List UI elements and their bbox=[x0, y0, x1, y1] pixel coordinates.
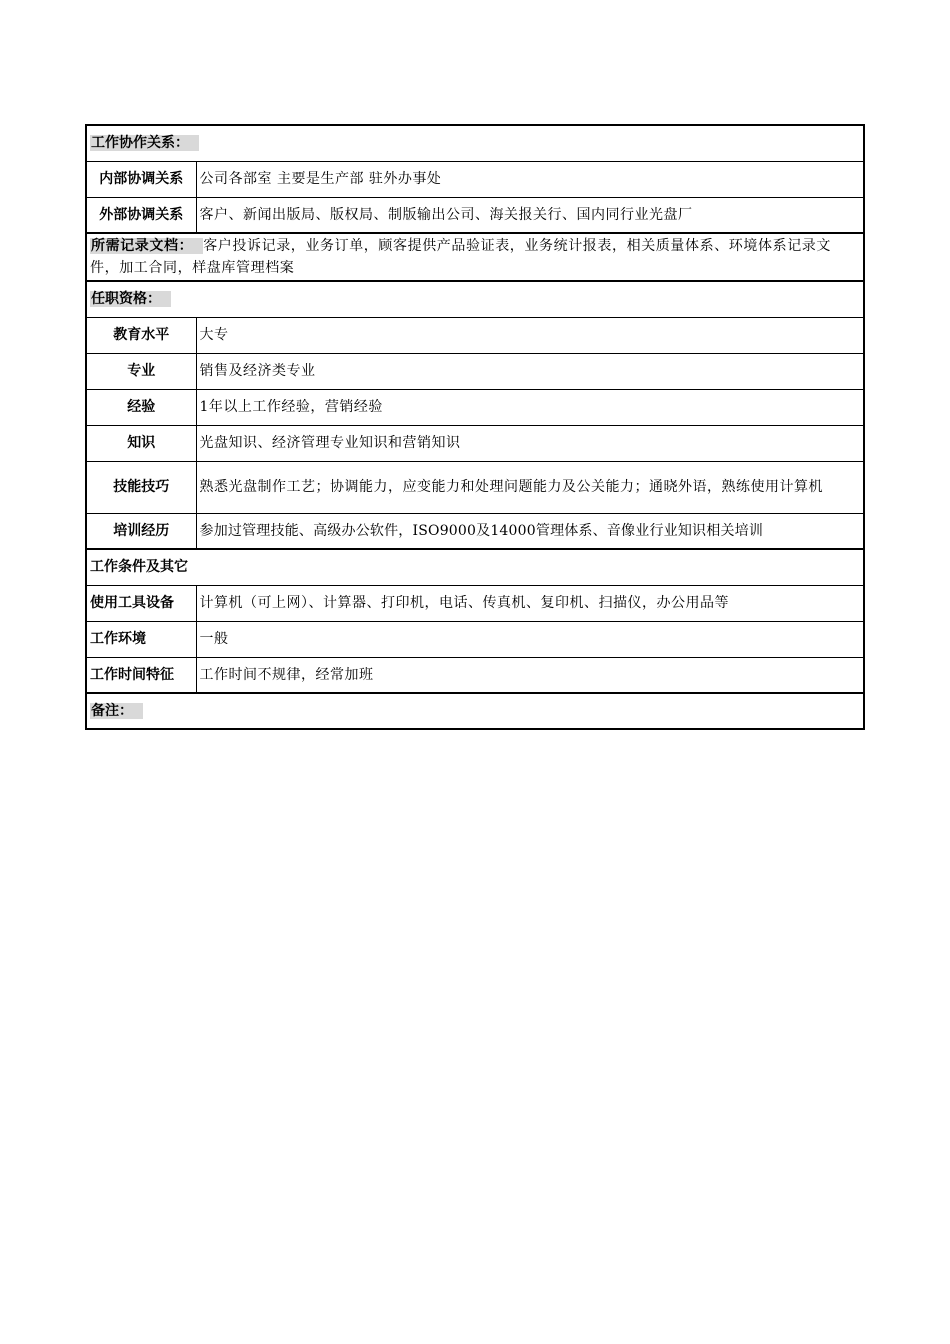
internal-coordination-label: 内部协调关系 bbox=[86, 161, 196, 197]
conditions-heading-row bbox=[86, 549, 864, 585]
training-row bbox=[86, 513, 864, 549]
conditions-heading-cell bbox=[86, 549, 864, 585]
knowledge-row bbox=[86, 425, 864, 461]
education-label: 教育水平 bbox=[86, 317, 196, 353]
records-row bbox=[86, 233, 864, 281]
training-label: 培训经历 bbox=[86, 513, 196, 549]
job-description-table bbox=[85, 124, 865, 730]
external-coordination-row bbox=[86, 197, 864, 233]
experience-row bbox=[86, 389, 864, 425]
tools-label: 使用工具设备 bbox=[86, 585, 196, 621]
work-hours-row bbox=[86, 657, 864, 693]
education-value: 大专 bbox=[196, 317, 864, 353]
external-coordination-label: 外部协调关系 bbox=[86, 197, 196, 233]
internal-coordination-value: 公司各部室 主要是生产部 驻外办事处 bbox=[196, 161, 864, 197]
external-coordination-value: 客户、新闻出版局、版权局、制版输出公司、海关报关行、国内同行业光盘厂 bbox=[196, 197, 864, 233]
remarks-row bbox=[86, 693, 864, 729]
coop-heading: 工作协作关系： bbox=[90, 135, 199, 151]
records-value: 客户投诉记录，业务订单，顾客提供产品验证表，业务统计报表，相关质量体系、环境体系记录文件，加工合同，样盘库管理档案 bbox=[90, 238, 832, 276]
qualification-heading-cell bbox=[86, 281, 864, 317]
knowledge-value: 光盘知识、经济管理专业知识和营销知识 bbox=[196, 425, 864, 461]
coop-heading-row bbox=[86, 125, 864, 161]
skills-row bbox=[86, 461, 864, 513]
remarks-cell bbox=[86, 693, 864, 729]
environment-row bbox=[86, 621, 864, 657]
tools-row bbox=[86, 585, 864, 621]
training-value: 参加过管理技能、高级办公软件，ISO9000及14000管理体系、音像业行业知识相关培训 bbox=[196, 513, 864, 549]
skills-label: 技能技巧 bbox=[86, 461, 196, 513]
conditions-heading: 工作条件及其它 bbox=[90, 559, 188, 576]
work-hours-value: 工作时间不规律，经常加班 bbox=[196, 657, 864, 693]
qualification-heading: 任职资格： bbox=[90, 291, 171, 307]
skills-value: 熟悉光盘制作工艺；协调能力，应变能力和处理问题能力及公关能力；通晓外语，熟练使用计算机 bbox=[196, 461, 864, 513]
education-row bbox=[86, 317, 864, 353]
knowledge-label: 知识 bbox=[86, 425, 196, 461]
major-row bbox=[86, 353, 864, 389]
records-cell bbox=[86, 233, 864, 281]
environment-label: 工作环境 bbox=[86, 621, 196, 657]
experience-value: 1年以上工作经验，营销经验 bbox=[196, 389, 864, 425]
environment-value: 一般 bbox=[196, 621, 864, 657]
internal-coordination-row bbox=[86, 161, 864, 197]
records-label: 所需记录文档： bbox=[90, 238, 203, 254]
major-label: 专业 bbox=[86, 353, 196, 389]
major-value: 销售及经济类专业 bbox=[196, 353, 864, 389]
qualification-heading-row bbox=[86, 281, 864, 317]
tools-value: 计算机（可上网）、计算器、打印机，电话、传真机、复印机、扫描仪，办公用品等 bbox=[196, 585, 864, 621]
experience-label: 经验 bbox=[86, 389, 196, 425]
coop-heading-cell bbox=[86, 125, 864, 161]
work-hours-label: 工作时间特征 bbox=[86, 657, 196, 693]
remarks-label: 备注： bbox=[90, 703, 143, 719]
